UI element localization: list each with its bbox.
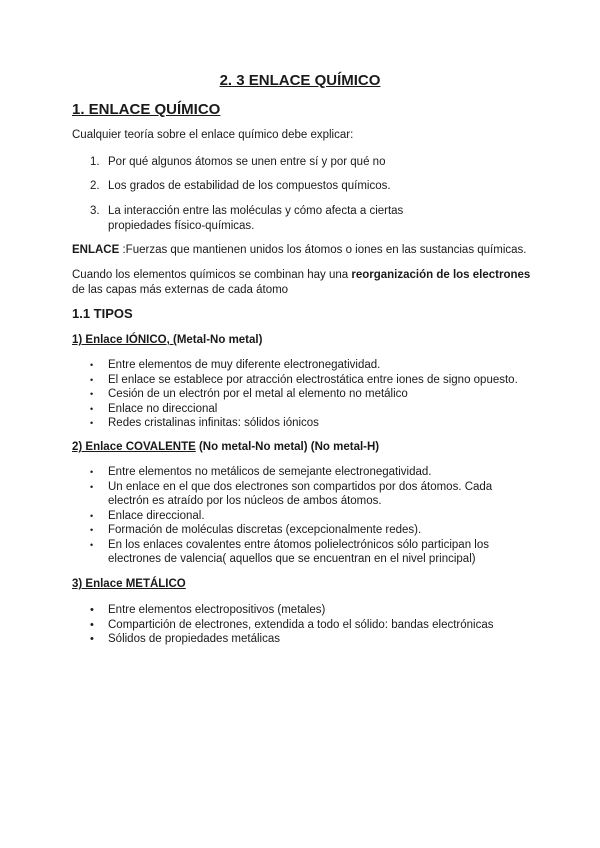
subheading-ionico-close: ) (258, 334, 263, 346)
item-number: 3. (90, 205, 100, 217)
reorganization-paragraph (72, 268, 532, 298)
list-item-text: Formación de moléculas discretas (excepcionalmente redes). (108, 524, 422, 536)
ionico-bullet-list (90, 358, 530, 431)
list-item-text: Enlace no direccional (108, 402, 218, 415)
metalico-bullet-list (90, 603, 530, 647)
reorg-text-before: Cuando los elementos químicos se combinan hay una (72, 269, 352, 281)
bullet-icon: • (90, 418, 94, 428)
bullet-icon: • (90, 389, 94, 399)
list-item (90, 538, 530, 567)
list-item (90, 632, 530, 647)
item-number: 1. (90, 156, 100, 168)
list-item-text: Cesión de un electrón por el metal al elemento no metálico (108, 388, 408, 400)
subheading-covalente-type: (No metal-No metal) (No metal-H) (195, 441, 380, 453)
list-item (90, 618, 530, 633)
enlace-term: ENLACE (72, 244, 120, 256)
bullet-icon: • (90, 403, 94, 414)
list-item-text: Entre elementos de muy diferente electronegatividad. (108, 359, 381, 371)
subheading-covalente (72, 441, 379, 453)
subheading-ionico-type: Metal-No metal (176, 334, 259, 346)
list-item (90, 603, 530, 618)
subheading-metalico-label: 3) Enlace METÁLICO (72, 578, 186, 590)
subheading-covalente-label: 2) Enlace COVALENTE (72, 441, 196, 453)
section-heading-enlace-quimico: 1. ENLACE QUÍMICO (72, 101, 221, 118)
bullet-icon: • (90, 525, 94, 535)
item-text: Los grados de estabilidad de los compuestos químicos. (108, 180, 391, 192)
item-text: La interacción entre las moléculas y cómo afecta a ciertas propiedades físico-químicas. (108, 205, 404, 232)
bullet-icon: • (90, 618, 94, 631)
list-item (90, 416, 530, 431)
bullet-icon: • (90, 604, 94, 616)
bullet-icon: • (90, 481, 94, 492)
section-heading-tipos: 1.1 TIPOS (72, 306, 133, 321)
item-number: 2. (90, 180, 100, 192)
list-item-text: Entre elementos no metálicos de semejante electronegatividad. (108, 466, 432, 478)
bullet-icon: • (90, 360, 94, 370)
reorg-bold-text: reorganización de los electrones (351, 269, 531, 281)
subheading-metalico (72, 578, 186, 590)
enlace-definition (72, 243, 526, 258)
list-item-text: Un enlace en el que dos electrones son compartidos por dos átomos. Cada electrón es atraído por los núcleos de ambos átomos. (108, 480, 493, 507)
list-item (90, 509, 530, 524)
bullet-icon: • (90, 467, 94, 477)
intro-paragraph: Cualquier teoría sobre el enlace químico debe explicar: (72, 129, 354, 141)
list-item (90, 373, 530, 388)
bullet-icon: • (90, 510, 94, 521)
list-item (90, 402, 530, 417)
bullet-icon: • (90, 539, 94, 550)
list-item-text: Redes cristalinas infinitas: sólidos iónicos (108, 417, 319, 429)
list-item-text: Entre elementos electropositivos (metales) (108, 604, 326, 616)
list-item-text: Sólidos de propiedades metálicas (108, 633, 280, 645)
list-item-text: Enlace direccional. (108, 509, 205, 522)
list-item (90, 465, 530, 480)
reorg-text-after: de las capas más externas de cada átomo (72, 284, 289, 296)
subheading-ionico-label: 1) Enlace IÓNICO, ( (72, 334, 177, 346)
bullet-icon: • (90, 633, 94, 645)
enlace-definition-text: :Fuerzas que mantienen unidos los átomos o iones en las sustancias químicas. (119, 244, 527, 256)
list-item (90, 358, 530, 373)
list-item-text: El enlace se establece por atracción electrostática entre iones de signo opuesto. (108, 373, 518, 386)
list-item (90, 480, 530, 509)
document-title: 2. 3 ENLACE QUÍMICO (219, 72, 381, 89)
list-item-text: En los enlaces covalentes entre átomos polielectrónicos sólo participan los electrones de valencia( aquellos que se encuentran en el nivel principal) (108, 538, 489, 565)
list-item (90, 387, 530, 402)
covalente-bullet-list (90, 465, 530, 567)
list-item (90, 523, 530, 538)
item-text: Por qué algunos átomos se unen entre sí y por qué no (108, 156, 386, 168)
subheading-ionico (72, 334, 262, 346)
bullet-icon: • (90, 374, 94, 385)
list-item-text: Compartición de electrones, extendida a todo el sólido: bandas electrónicas (108, 618, 494, 631)
